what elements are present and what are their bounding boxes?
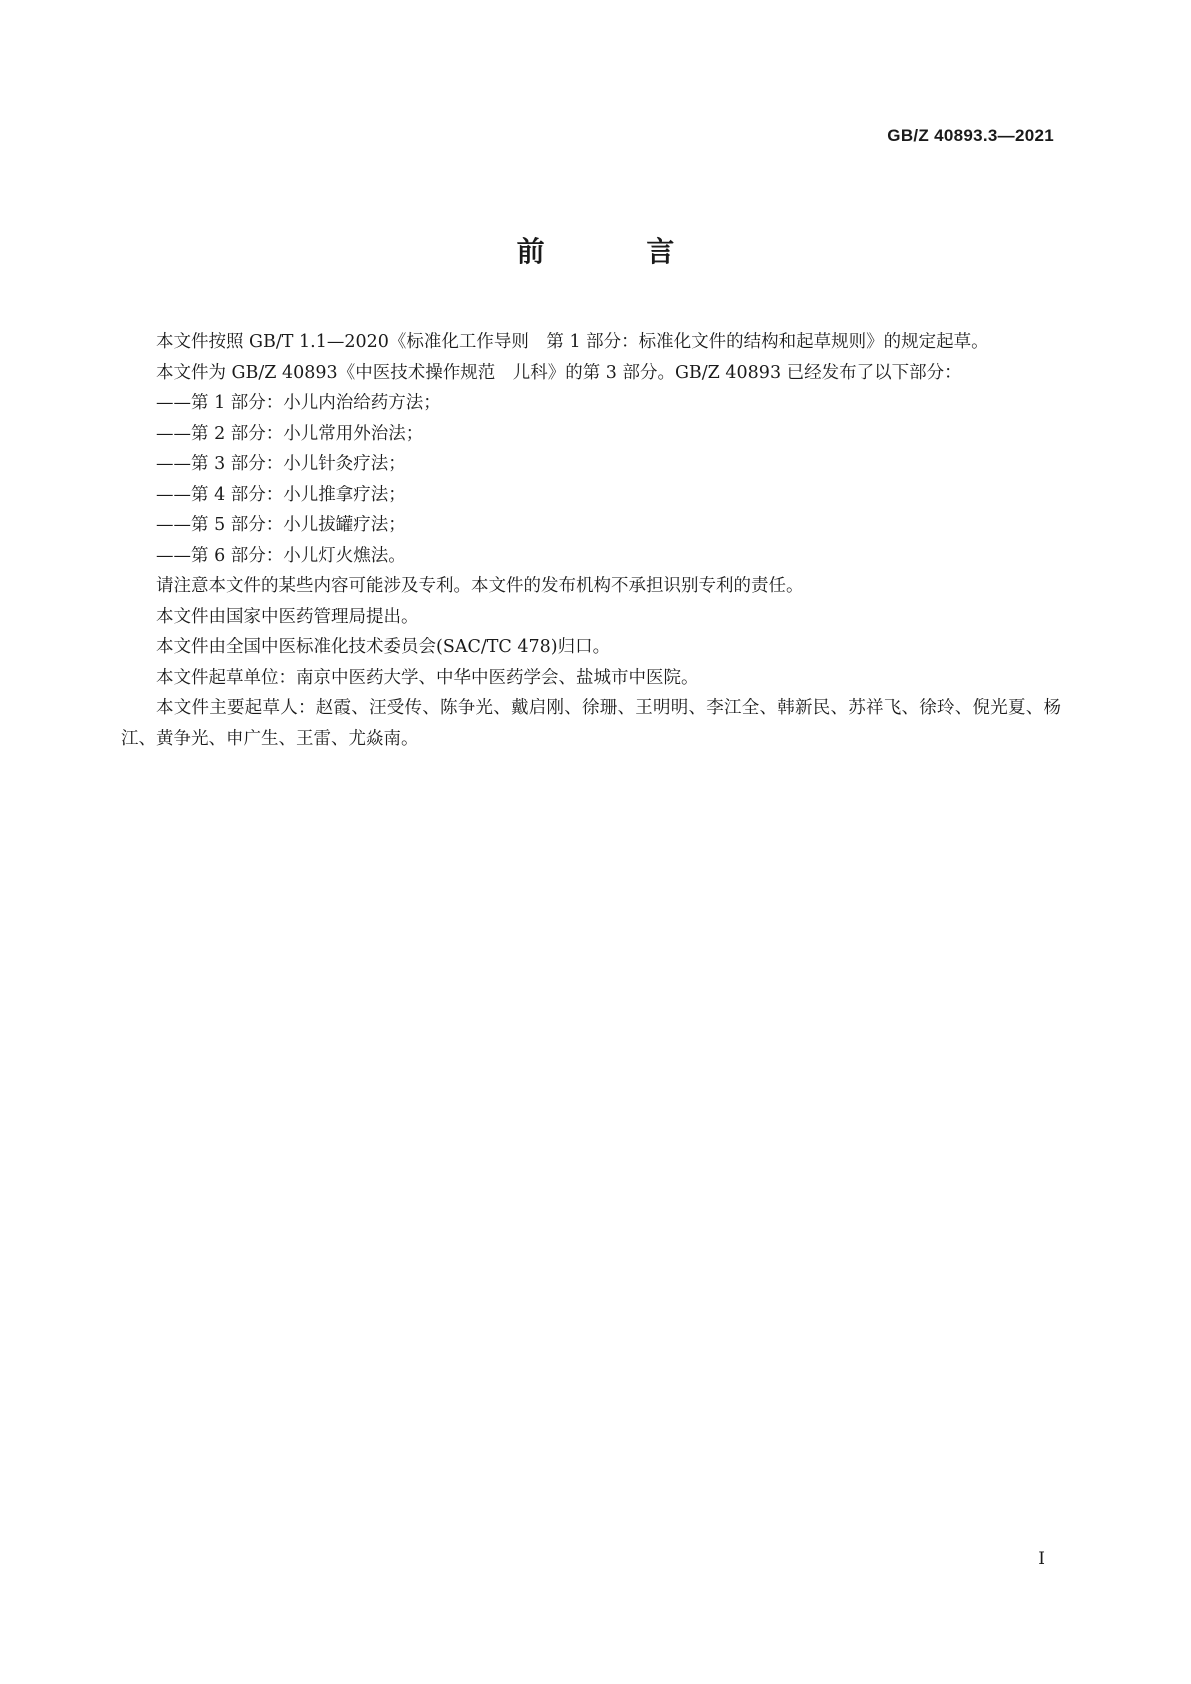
paragraph-drafting-units: 本文件起草单位：南京中医药大学、中华中医药学会、盐城市中医院。 xyxy=(156,667,699,688)
page-number: I xyxy=(1038,1549,1045,1569)
list-item-part-3: ——第 3 部分：小儿针灸疗法； xyxy=(156,454,406,474)
list-item-part-6: ——第 6 部分：小儿灯火燋法。 xyxy=(156,545,406,566)
document-code: GB/Z 40893.3—2021 xyxy=(887,126,1054,145)
paragraph-committee: 本文件由全国中医标准化技术委员会(SAC/TC 478)归口。 xyxy=(156,637,611,657)
preface-body xyxy=(121,327,1061,754)
list-item-part-1: ——第 1 部分：小儿内治给药方法； xyxy=(156,393,441,413)
list-item-part-2: ——第 2 部分：小儿常用外治法； xyxy=(156,423,424,444)
list-item-part-5: ——第 5 部分：小儿拔罐疗法； xyxy=(156,515,406,535)
paragraph-series-parts: 本文件为 GB/Z 40893《中医技术操作规范 儿科》的第 3 部分。GB/Z 40893 已经发布了以下部分： xyxy=(156,362,962,383)
list-item-part-4: ——第 4 部分：小儿推拿疗法； xyxy=(156,484,406,505)
paragraph-drafting-rules: 本文件按照 GB/T 1.1—2020《标准化工作导则 第 1 部分：标准化文件的结构和起草规则》的规定起草。 xyxy=(156,332,989,352)
paragraph-patent-notice: 请注意本文件的某些内容可能涉及专利。本文件的发布机构不承担识别专利的责任。 xyxy=(156,576,804,596)
paragraph-proposer: 本文件由国家中医药管理局提出。 xyxy=(156,606,419,627)
page-title: 前 言 xyxy=(516,235,721,268)
paragraph-drafters: 本文件主要起草人：赵霞、汪受传、陈争光、戴启刚、徐珊、王明明、李江全、韩新民、苏祥飞、徐玲、倪光夏、杨江、黄争光、申广生、王雷、尤焱南。 xyxy=(121,698,1061,749)
